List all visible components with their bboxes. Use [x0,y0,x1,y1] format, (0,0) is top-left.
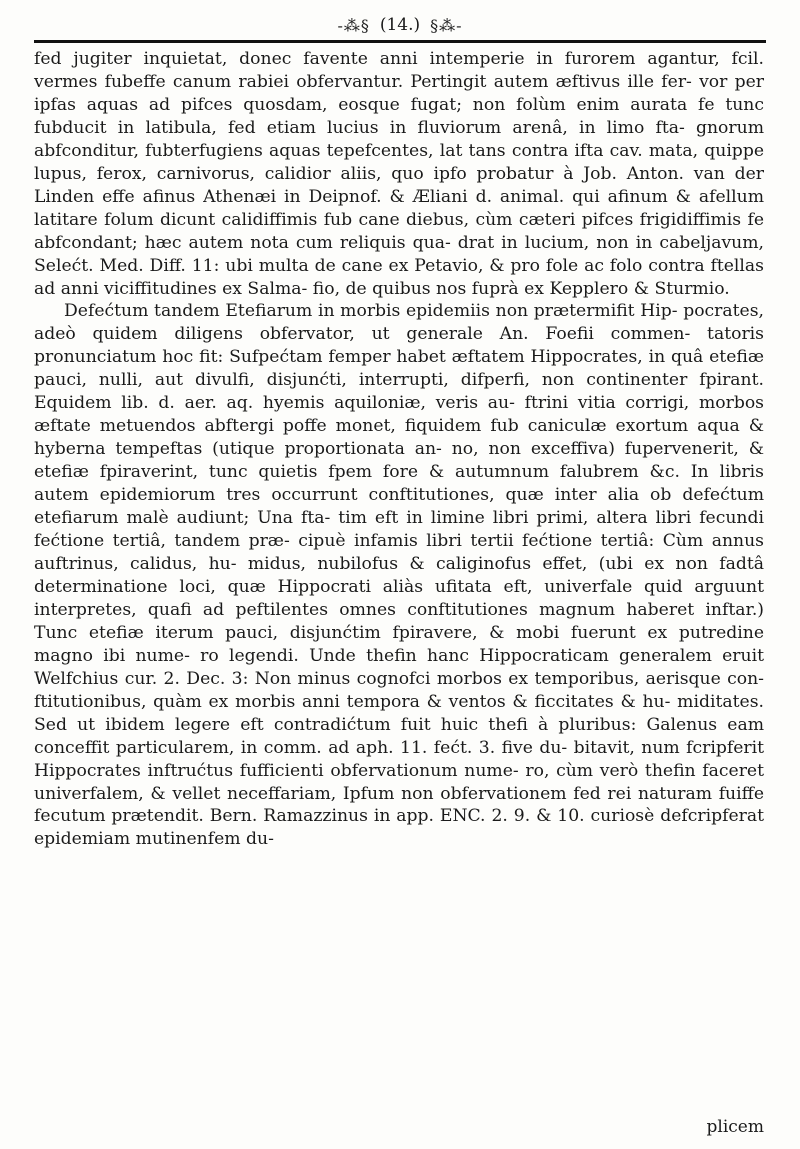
paragraph: Defećtum tandem Etefiarum in morbis epidemiis non prætermifit Hip- pocrates, adeò quidem diligens obfervator, ut generale An. Foefii commen- tatoris pronunciatum hoc fit: Sufpećtam femper habet æftatem Hippocrates, in quâ etefiæ pauci, nulli, aut divulfi, disjunćti, interrupti, difperfi, non continenter fpirant. Equidem lib. d. aer. aq. hyemis aquiloniæ, veris au- ftrini vitia corrigi, morbos æftate metuendos abftergi poffe monet, fiquidem fub caniculæ exortum aqua & hyberna tempeftas (utique proportionata an- no, non exceffiva) fupervenerit, & etefiæ fpiraverint, tunc quietis fpem fore & autumnum falubrem &c. In libris autem epidemiorum tres occurrunt conftitutiones, quæ inter alia ob defećtum etefiarum malè audiunt; Una fta- tim eft in limine libri primi, altera libri fecundi fećtione tertiâ, tandem præ- cipuè infamis libri tertii fećtione tertiâ: Cùm annus auftrinus, calidus, hu- midus, nubilofus & caliginofus effet, (ubi ex non fadtâ determinatione loci, quæ Hippocrati aliàs ufitata eft, univerfale quid arguunt interpretes, quafi ad peftilentes omnes conftitutiones magnum haberet inftar.) Tunc etefiæ iterum pauci, disjunćtim fpiravere, & mobi fuerunt ex putredine magno ibi nume- ro legendi. Unde thefin hanc Hippocraticam generalem eruit Welfchius cur. 2. Dec. 3: Non minus cognofci morbos ex temporibus, aerisque con- ftitutionibus, quàm ex morbis anni tempora & ventos & ficcitates & hu- miditates. Sed ut ibidem legere eft contradićtum fuit huic thefi à pluribus: Galenus eam conceffit particularem, in comm. ad aph. 11. fećt. 3. five du- bitavit, num fcripferit Hippocrates inftrućtus fufficienti obfervationum nume- ro, cùm verò thefin faceret univerfalem, & vellet neceffariam, Ipfum non obfervationem fed rei naturam fuiffe fecutum prætendit. Bern. Ramazzinus in app. ENC. 2. 9. & 10. curiosè defcripferat epidemiam mutinenfem du- [34,301,764,850]
paragraph: fed jugiter inquietat, donec favente anni intemperie in furorem agantur, fcil. vermes fubeffe canum rabiei obfervantur. Pertingit autem æftivus ille fer- vor per ipfas aquas ad pifces quosdam, eosque fugat; non folùm enim aurata fe tunc fubducit in latibula, fed etiam lucius in fluviorum arenâ, in limo fta- gnorum abfconditur, fubterfugiens aquas tepefcentes, lat tans contra ifta cav. mata, quippe lupus, ferox, carnivorus, calidior aliis, quo ipfo probatur à Job. Anton. van der Linden effe afinus Athenæi in Deipnof. & Æliani d. animal. qui afinum & afellum latitare folum dicunt calidiffimis fub cane diebus, cùm cæteri pifces frigidiffimis fe abfcondant; hæc autem nota cum reliquis qua- drat in lucium, non in cabeljavum, Selećt. Med. Diff. 11: ubi multa de cane ex Petavio, & pro fole ac folo contra ftellas ad anni viciffitudines ex Salma- fio, de quibus nos fuprà ex Kepplero & Sturmio. [34,49,764,299]
page-header [0,10,800,40]
header-ornament-right: §⁂- [430,15,463,35]
body-text [34,48,764,851]
header-ornament-left: -⁂§ [337,15,370,35]
catchword: plicem [706,1117,764,1137]
header-rule [34,40,766,43]
page-number: (14.) [379,15,421,35]
